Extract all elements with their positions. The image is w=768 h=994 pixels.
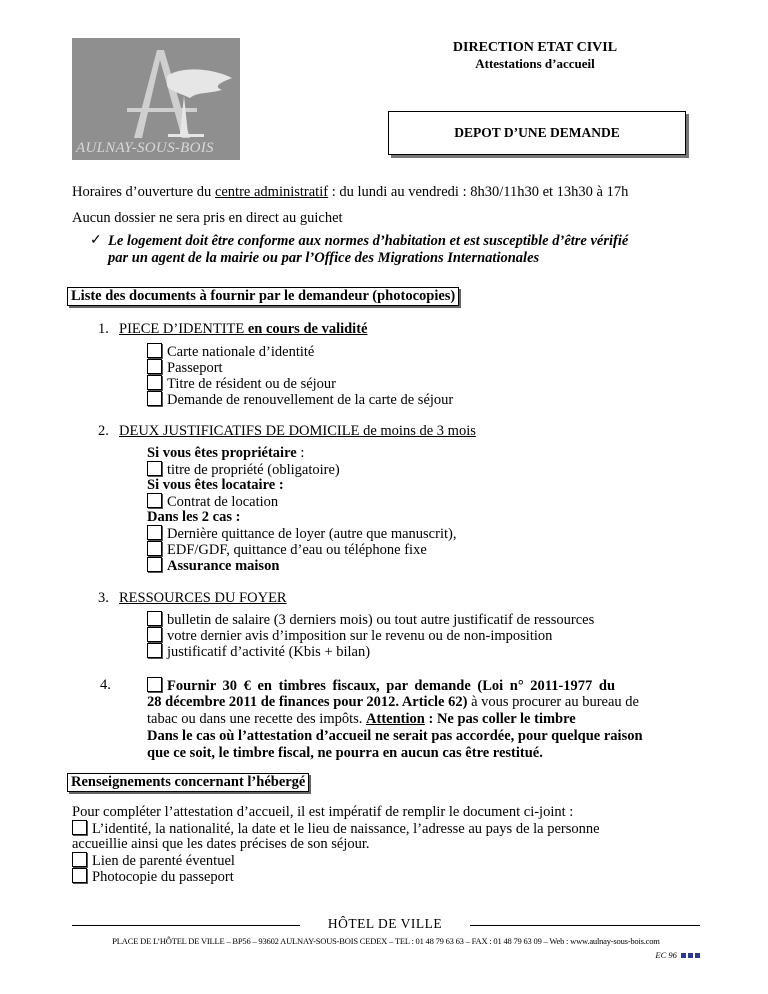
hours-prefix: Horaires d’ouverture du	[72, 184, 215, 200]
checkbox[interactable]	[147, 611, 162, 626]
item-3-title: RESSOURCES DU FOYER	[119, 590, 287, 606]
header-subtitle: Attestations d’accueil	[475, 56, 595, 71]
no-direct-line: Aucun dossier ne sera pris en direct au guichet	[72, 210, 343, 226]
resource-option-3[interactable]	[147, 643, 370, 661]
tax-stamp-line-3	[147, 711, 576, 728]
option-label: EDF/GDF, quittance d’eau ou téléphone fixe	[167, 542, 427, 558]
check-icon: ✓	[90, 233, 102, 248]
item-1-label-bold: en cours de validité	[244, 321, 368, 337]
attention-label: Attention	[366, 711, 425, 727]
owner-heading	[147, 445, 304, 462]
checkbox[interactable]	[72, 852, 87, 867]
square-icon	[681, 953, 686, 958]
checkbox[interactable]	[147, 343, 162, 358]
item-1-title	[119, 321, 367, 338]
item-1-number: 1.	[98, 321, 109, 337]
footer-code	[620, 950, 700, 960]
admin-center-text: centre administratif	[214, 184, 329, 200]
guest-option-1-cont: accueillie ainsi que les dates précises de son séjour.	[72, 836, 370, 852]
checkbox[interactable]	[147, 375, 162, 390]
tax-stamp-text-3: tabac ou dans une recette des impôts.	[147, 711, 367, 727]
item-2-title	[119, 423, 476, 440]
option-label: Carte nationale d’identité	[167, 344, 315, 360]
id-option-4[interactable]	[147, 391, 453, 409]
header-title: DIRECTION ETAT CIVIL	[452, 40, 618, 55]
option-label: bulletin de salaire (3 derniers mois) ou tout autre justificatif de ressources	[167, 612, 595, 628]
tax-stamp-line-5: que ce soit, le timbre fiscal, ne pourra en aucun cas être restitué.	[147, 745, 543, 761]
item-4-number: 4.	[100, 677, 111, 693]
option-label: Titre de résident ou de séjour	[167, 376, 337, 392]
item-2-number: 2.	[98, 423, 109, 439]
city-logo	[72, 38, 240, 160]
checkbox[interactable]	[147, 643, 162, 658]
option-label: Demande de renouvellement de la carte de séjour	[167, 392, 454, 408]
footer-code-text: EC 96	[655, 950, 677, 960]
checkbox[interactable]	[147, 557, 162, 572]
option-label: Lien de parenté éventuel	[92, 853, 235, 869]
checkbox[interactable]	[147, 541, 162, 556]
option-label: Photocopie du passeport	[92, 869, 234, 885]
checkbox[interactable]	[147, 627, 162, 642]
item-2-label: DEUX JUSTIFICATIFS DE DOMICILE	[119, 423, 360, 439]
tax-stamp-line-1[interactable]	[147, 677, 615, 695]
option-label: L’identité, la nationalité, la date et le lieu de naissance, l’adresse au pays de la personne	[92, 821, 600, 837]
option-label: votre dernier avis d’imposition sur le revenu ou de non-imposition	[167, 628, 553, 644]
section-guest-label: Renseignements concernant l’hébergé	[67, 773, 309, 792]
tax-stamp-line-4: Dans le cas où l’attestation d’accueil ne serait pas accordée, pour quelque raison	[147, 728, 643, 744]
logo-text: AULNAY-SOUS-BOIS	[76, 140, 214, 156]
option-label: Assurance maison	[167, 558, 280, 574]
footer-address: PLACE DE L’HÔTEL DE VILLE – BP56 – 93602 AULNAY-SOUS-BOIS CEDEX – TEL : 01 48 79 63 63 – FAX : 01 48 79 63 09 – Web : www.aulnay-sous-bois.com	[112, 936, 660, 946]
option-label: Passeport	[167, 360, 223, 376]
both-option-3[interactable]	[147, 557, 279, 575]
hours-line	[72, 184, 628, 201]
checkbox[interactable]	[147, 391, 162, 406]
tax-stamp-line-2	[147, 694, 639, 711]
checkbox[interactable]	[147, 493, 162, 508]
checkbox[interactable]	[147, 359, 162, 374]
item-1-label: PIECE D’IDENTITE	[119, 321, 245, 337]
hours-suffix: : du lundi au vendredi : 8h30/11h30 et 13h30 à 17h	[328, 184, 629, 200]
both-heading: Dans les 2 cas :	[147, 509, 241, 525]
option-label: Contrat de location	[167, 494, 279, 510]
option-label: Dernière quittance de loyer (autre que manuscrit),	[167, 526, 457, 542]
guest-intro: Pour compléter l’attestation d’accueil, il est impératif de remplir le document ci-joint :	[72, 804, 574, 820]
checkbox[interactable]	[72, 868, 87, 883]
tax-stamp-law: 28 décembre 2011 de finances pour 2012. Article 62)	[147, 694, 468, 710]
request-box	[388, 111, 686, 155]
tax-stamp-text-1: Fournir 30 € en timbres fiscaux, par demande (Loi n° 2011-1977 du	[167, 678, 616, 694]
item-3-number: 3.	[98, 590, 109, 606]
owner-colon: :	[296, 445, 305, 461]
footer-title: HÔTEL DE VILLE	[300, 916, 470, 932]
notice-line-2: par un agent de la mairie ou par l’Office des Migrations Internationales	[108, 250, 540, 266]
guest-option-3[interactable]	[72, 868, 234, 886]
checkbox[interactable]	[147, 525, 162, 540]
checkbox[interactable]	[147, 461, 162, 476]
square-icon	[695, 953, 700, 958]
owner-heading-text: Si vous êtes propriétaire	[147, 445, 297, 461]
section-documents-title	[67, 288, 459, 305]
tenant-heading: Si vous êtes locataire :	[147, 477, 284, 493]
tax-stamp-text-2: à vous procurer au bureau de	[467, 694, 639, 710]
attention-text: : Ne pas coller le timbre	[424, 711, 576, 727]
option-label: justificatif d’activité (Kbis + bilan)	[167, 644, 371, 660]
checkbox[interactable]	[72, 820, 87, 835]
item-2-label-suffix: de moins de 3 mois	[359, 423, 476, 439]
checkbox[interactable]	[147, 677, 162, 692]
request-box-label: DEPOT D’UNE DEMANDE	[454, 125, 620, 140]
notice-line-1: Le logement doit être conforme aux normes d’habitation et est susceptible d’être vérifié	[108, 233, 629, 249]
square-icon	[688, 953, 693, 958]
section-guest-title	[67, 774, 309, 791]
section-documents-label: Liste des documents à fournir par le demandeur (photocopies)	[67, 287, 459, 306]
option-label: titre de propriété (obligatoire)	[167, 462, 340, 478]
